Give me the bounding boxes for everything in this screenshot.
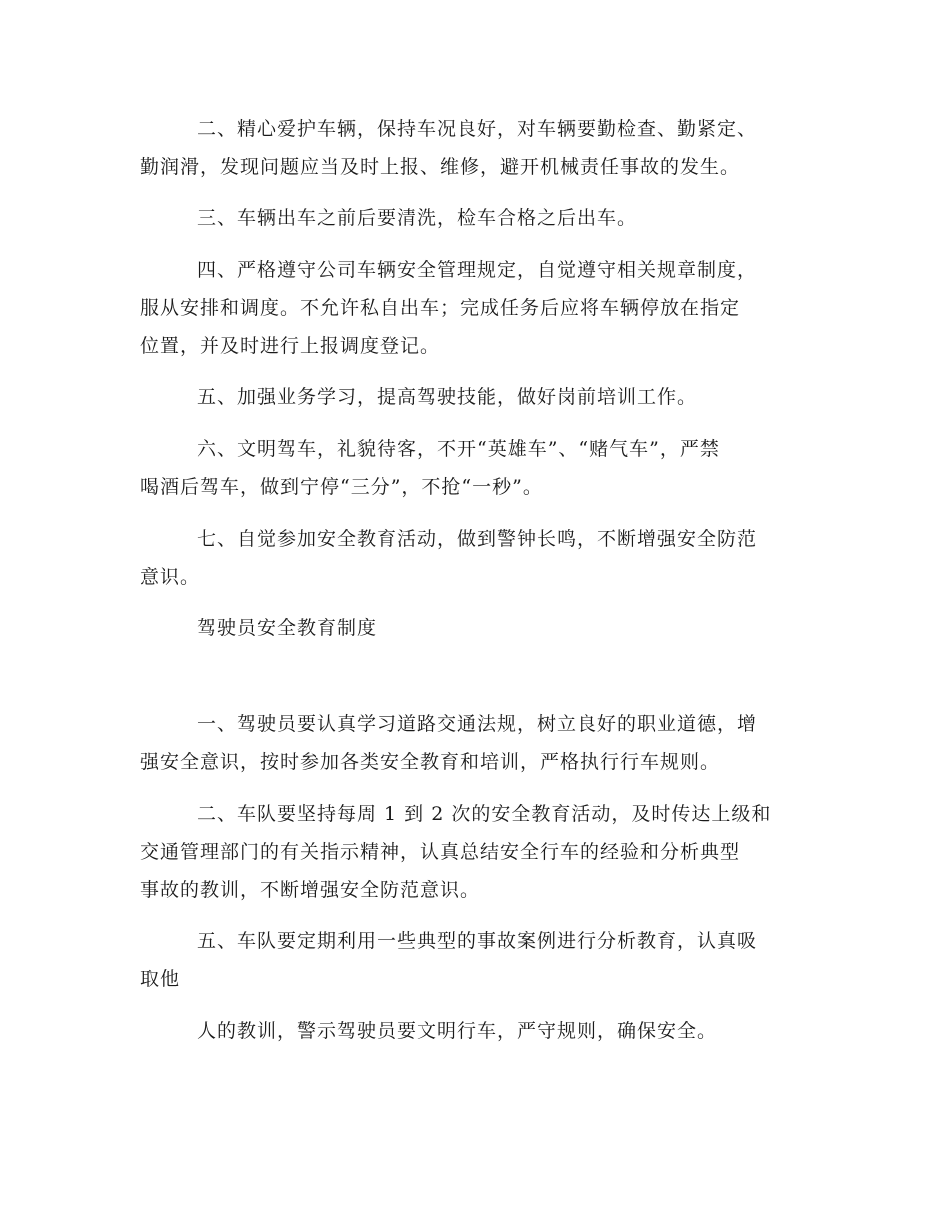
text-line: 三、车辆出车之前后要清洗，检车合格之后出车。: [197, 207, 638, 229]
text-line: 喝酒后驾车，做到宁停“三分”，不抢“一秒”。: [140, 476, 543, 498]
text-line: 交通管理部门的有关指示精神，认真总结安全行车的经验和分析典型: [140, 841, 741, 863]
text-line: 五、加强业务学习，提高驾驶技能，做好岗前培训工作。: [197, 386, 698, 408]
text-line: 事故的教训，不断增强安全防范意识。: [140, 879, 481, 901]
text-line: 意识。: [140, 566, 201, 588]
text-line: 六、文明驾车，礼貌待客，不开“英雄车”、“赌气车”，严禁: [197, 438, 720, 460]
section-heading: 驾驶员安全教育制度: [197, 617, 378, 639]
text-line: 一、驾驶员要认真学习道路交通法规，树立良好的职业道德，增: [197, 713, 758, 735]
text-line: 位置，并及时进行上报调度登记。: [140, 335, 441, 357]
text-line: 二、精心爱护车辆，保持车况良好，对车辆要勤检查、勤紧定、: [197, 118, 758, 140]
text-line: 取他: [140, 968, 181, 990]
text-line: 勤润滑，发现问题应当及时上报、维修，避开机械责任事故的发生。: [140, 156, 741, 178]
text-line: 五、车队要定期利用一些典型的事故案例进行分析教育，认真吸: [197, 930, 758, 952]
text-line: 服从安排和调度。不允许私自出车；完成任务后应将车辆停放在指定: [140, 297, 741, 319]
text-line: 二、车队要坚持每周 1 到 2 次的安全教育活动，及时传达上级和: [197, 803, 772, 825]
text-line: 人的教训，警示驾驶员要文明行车，严守规则，确保安全。: [197, 1020, 718, 1042]
text-line: 强安全意识，按时参加各类安全教育和培训，严格执行行车规则。: [140, 751, 721, 773]
text-line: 四、严格遵守公司车辆安全管理规定，自觉遵守相关规章制度，: [197, 259, 758, 281]
text-line: 七、自觉参加安全教育活动，做到警钟长鸣，不断增强安全防范: [197, 528, 758, 550]
